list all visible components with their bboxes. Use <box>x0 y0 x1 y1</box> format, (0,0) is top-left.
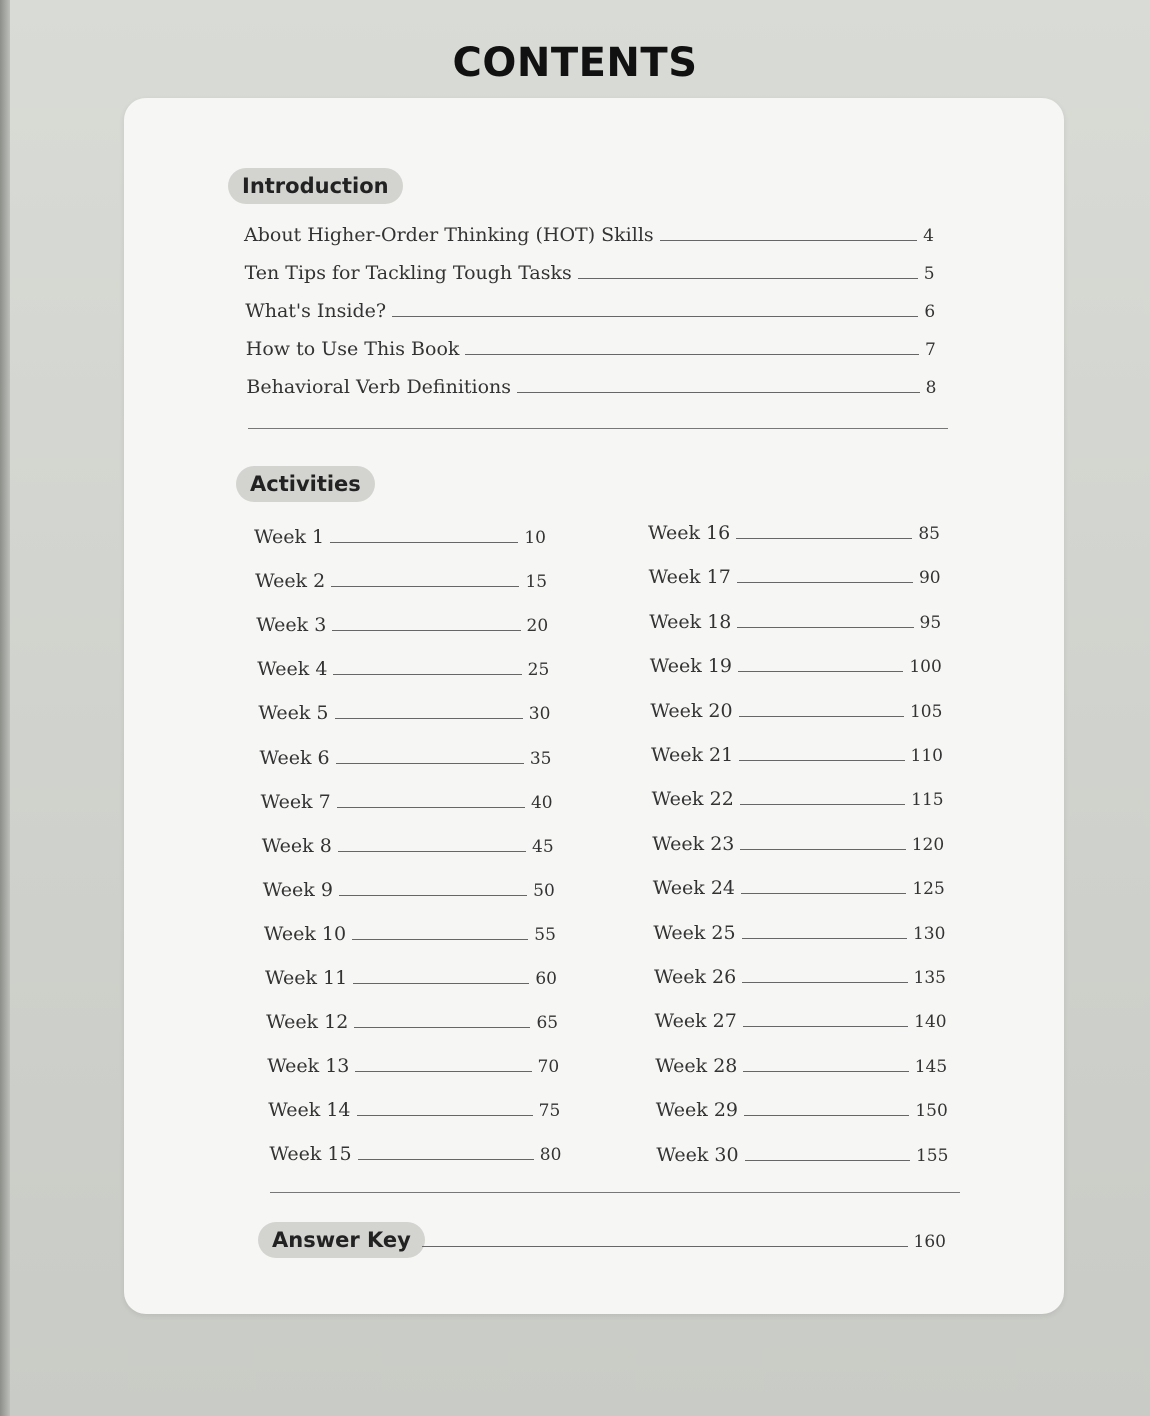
entry-title: Week 5 <box>258 702 329 725</box>
dot-leader <box>743 1025 908 1027</box>
entry-title: Week 17 <box>648 566 731 589</box>
entry-title: Week 22 <box>651 788 734 811</box>
page-number: 140 <box>914 1012 947 1033</box>
page-number: 7 <box>924 340 936 360</box>
toc-entry[interactable] <box>269 1143 561 1165</box>
section-divider <box>270 1192 960 1193</box>
dot-leader <box>422 1245 908 1247</box>
page-number: 5 <box>923 264 935 284</box>
toc-entry[interactable] <box>650 700 942 722</box>
toc-entry[interactable] <box>246 376 936 398</box>
dot-leader <box>354 1026 530 1028</box>
toc-entry[interactable] <box>655 1055 947 1077</box>
page-number: 50 <box>533 880 555 901</box>
toc-entry[interactable] <box>267 1055 559 1077</box>
toc-entry[interactable] <box>254 526 546 548</box>
toc-entry[interactable] <box>655 1010 947 1032</box>
toc-entry[interactable] <box>652 788 944 810</box>
page-number: 110 <box>910 746 943 766</box>
page-number: 80 <box>539 1145 562 1166</box>
toc-entry[interactable] <box>264 923 556 945</box>
entry-title: Week 15 <box>269 1143 352 1166</box>
dot-leader <box>741 892 906 894</box>
section-heading-activities: Activities <box>236 466 375 502</box>
dot-leader <box>331 585 519 587</box>
dot-leader <box>355 1070 531 1072</box>
dot-leader <box>736 537 912 539</box>
page-number: 85 <box>918 524 940 544</box>
toc-entry[interactable] <box>649 566 941 588</box>
toc-entry[interactable] <box>255 570 547 592</box>
page-number: 55 <box>534 924 556 945</box>
toc-entry[interactable] <box>245 262 935 284</box>
dot-leader <box>330 541 518 543</box>
page-number: 40 <box>530 792 553 813</box>
dot-leader <box>742 981 907 983</box>
entry-title: Week 19 <box>649 655 732 678</box>
toc-entry[interactable] <box>654 966 946 988</box>
page-number: 160 <box>913 1232 946 1252</box>
toc-entry[interactable] <box>653 922 945 944</box>
page-number: 120 <box>911 834 945 855</box>
page-number: 130 <box>912 923 946 944</box>
toc-entry[interactable] <box>261 791 553 813</box>
entry-title: Week 11 <box>265 967 348 989</box>
toc-entry[interactable] <box>652 833 944 855</box>
page-number: 45 <box>532 836 554 857</box>
entry-title: Week 3 <box>256 614 327 637</box>
entry-title: About Higher-Order Thinking (HOT) Skills <box>244 224 654 246</box>
entry-title: Week 8 <box>261 834 332 857</box>
dot-leader <box>744 1114 909 1116</box>
page-title: CONTENTS <box>452 40 698 86</box>
page-number: 4 <box>923 226 934 246</box>
page-number: 125 <box>912 879 945 900</box>
page-number: 6 <box>924 302 936 322</box>
page-number: 75 <box>538 1101 561 1122</box>
entry-title: Week 2 <box>255 570 326 593</box>
book-spine-edge <box>0 0 10 1416</box>
toc-entry[interactable] <box>656 1099 948 1121</box>
entry-title: Week 25 <box>653 921 736 944</box>
toc-entry-answer-key[interactable] <box>416 1232 946 1252</box>
toc-entry[interactable] <box>244 224 934 246</box>
dot-leader <box>739 759 904 761</box>
page-number: 8 <box>925 378 937 398</box>
toc-entry[interactable] <box>246 338 936 360</box>
dot-leader <box>745 1159 910 1161</box>
toc-entry[interactable] <box>651 744 943 766</box>
dot-leader <box>337 806 525 808</box>
section-divider <box>248 428 948 429</box>
dot-leader <box>352 938 528 940</box>
dot-leader <box>738 670 903 672</box>
dot-leader <box>517 391 920 393</box>
dot-leader <box>737 581 913 583</box>
page-number: 20 <box>526 616 549 637</box>
dot-leader <box>743 1070 908 1072</box>
entry-title: Week 16 <box>648 522 731 544</box>
entry-title: Week 27 <box>654 1010 737 1033</box>
entry-title: Week 9 <box>262 878 333 901</box>
dot-leader <box>740 848 905 850</box>
dot-leader <box>353 982 529 984</box>
page-number: 60 <box>535 969 557 989</box>
entry-title: Week 6 <box>259 746 330 769</box>
page-number: 100 <box>909 657 942 678</box>
entry-title: Ten Tips for Tackling Tough Tasks <box>244 262 572 284</box>
entry-title: Week 28 <box>655 1054 738 1077</box>
entry-title: Week 30 <box>656 1143 739 1166</box>
entry-title: What's Inside? <box>245 300 387 322</box>
toc-entry[interactable] <box>650 655 942 677</box>
page-number: 145 <box>914 1056 948 1077</box>
page-number: 70 <box>537 1057 560 1078</box>
page-number: 135 <box>913 968 946 988</box>
entry-title: Week 26 <box>654 966 737 988</box>
dot-leader <box>339 894 527 896</box>
entry-title: Week 12 <box>266 1011 349 1034</box>
toc-entry[interactable] <box>656 1144 948 1166</box>
entry-title: Week 21 <box>651 744 734 766</box>
entry-title: Week 1 <box>254 526 325 548</box>
entry-title: Week 10 <box>263 922 347 945</box>
entry-title: Week 29 <box>655 1099 738 1122</box>
dot-leader <box>338 850 526 852</box>
dot-leader <box>737 626 913 628</box>
entry-title: Week 14 <box>268 1099 351 1122</box>
dot-leader <box>578 277 918 279</box>
page-number: 155 <box>915 1145 949 1166</box>
toc-entry[interactable] <box>266 1011 558 1033</box>
dot-leader <box>335 717 523 719</box>
page-number: 25 <box>527 660 550 681</box>
section-heading-introduction: Introduction <box>228 168 403 204</box>
entry-title: Week 23 <box>652 832 735 855</box>
toc-entry[interactable] <box>260 747 552 769</box>
dot-leader <box>336 762 524 764</box>
dot-leader <box>392 315 918 317</box>
entry-title: Week 24 <box>652 877 735 900</box>
entry-title: Week 7 <box>260 790 331 813</box>
toc-entry[interactable] <box>268 1099 560 1121</box>
page-number: 35 <box>529 748 552 769</box>
entry-title: How to Use This Book <box>245 338 460 360</box>
page-number: 10 <box>524 528 546 548</box>
page-number: 65 <box>536 1013 559 1034</box>
dot-leader <box>358 1158 534 1160</box>
dot-leader <box>660 239 918 241</box>
toc-entry[interactable] <box>648 522 940 544</box>
toc-entry[interactable] <box>256 614 548 636</box>
page-number: 150 <box>915 1101 948 1122</box>
page-number: 95 <box>919 612 942 633</box>
toc-entry[interactable] <box>257 658 549 680</box>
dot-leader <box>739 715 904 717</box>
page-number: 15 <box>525 572 548 593</box>
toc-entry[interactable] <box>245 300 935 322</box>
dot-leader <box>740 803 905 805</box>
toc-entry[interactable] <box>263 879 555 901</box>
toc-entry[interactable] <box>653 877 945 899</box>
page-number: 90 <box>918 568 941 589</box>
entry-title: Behavioral Verb Definitions <box>246 376 512 398</box>
dot-leader <box>357 1114 533 1116</box>
dot-leader <box>332 629 520 631</box>
page-number: 30 <box>528 704 551 725</box>
toc-entry[interactable] <box>262 835 554 857</box>
entry-title: Week 4 <box>257 658 328 681</box>
dot-leader <box>465 353 919 355</box>
dot-leader <box>333 673 521 675</box>
entry-title: Week 13 <box>267 1055 350 1078</box>
toc-entry[interactable] <box>258 702 550 724</box>
toc-entry[interactable] <box>265 967 557 989</box>
section-heading-answer-key: Answer Key <box>258 1222 425 1258</box>
page-number: 105 <box>909 701 943 722</box>
entry-title: Week 20 <box>650 699 733 722</box>
page-number: 115 <box>911 790 944 811</box>
toc-entry[interactable] <box>649 611 941 633</box>
entry-title: Week 18 <box>649 610 732 633</box>
dot-leader <box>742 937 907 939</box>
contents-card <box>124 98 1064 1314</box>
